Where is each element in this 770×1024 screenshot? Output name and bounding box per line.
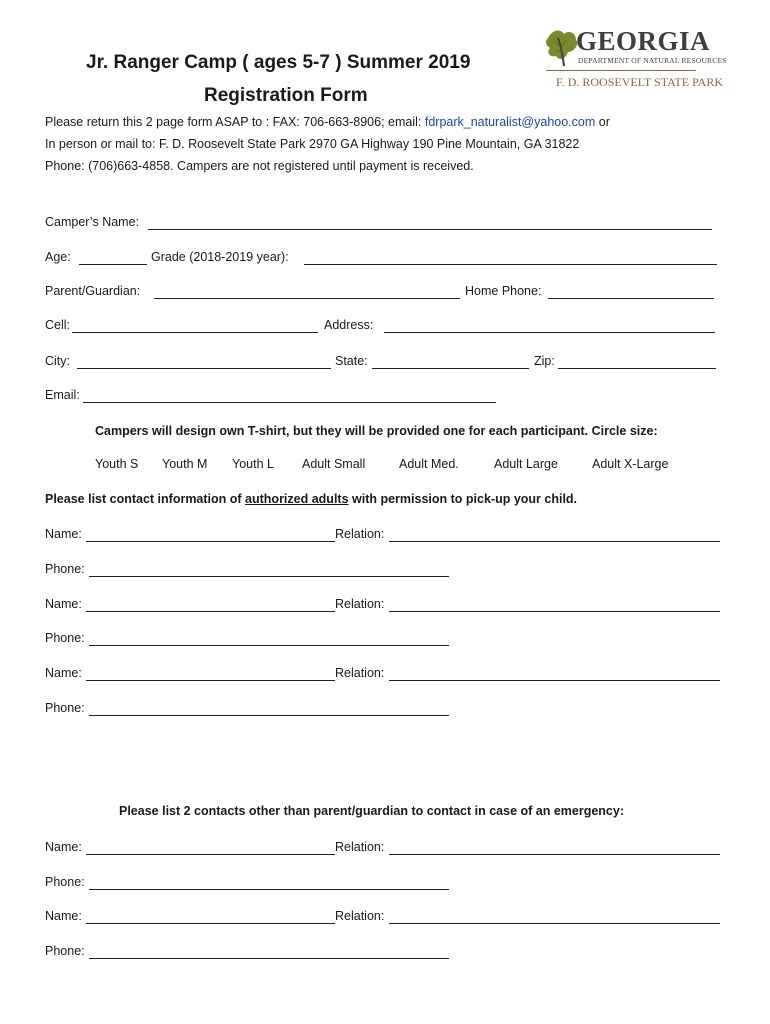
georgia-dnr-logo bbox=[544, 26, 727, 96]
size-option-adult-small[interactable]: Adult Small bbox=[302, 457, 366, 471]
size-option-youth-s[interactable]: Youth S bbox=[95, 457, 139, 471]
pickup-heading-prefix: Please list contact information of bbox=[45, 492, 246, 506]
age-label: Age: bbox=[45, 250, 71, 264]
pickup-3-relation-label: Relation: bbox=[335, 666, 385, 680]
pickup-heading-suffix: with permission to pick-up your child. bbox=[348, 492, 578, 506]
pickup-2-relation-field[interactable] bbox=[389, 611, 720, 612]
state-field[interactable] bbox=[372, 368, 529, 369]
size-option-youth-m[interactable]: Youth M bbox=[162, 457, 208, 471]
pickup-3-relation-field[interactable] bbox=[389, 680, 720, 681]
pickup-3-phone-label: Phone: bbox=[45, 701, 85, 715]
grade-field[interactable] bbox=[304, 264, 717, 265]
cell-field[interactable] bbox=[72, 332, 318, 333]
emergency-2-name-field[interactable] bbox=[86, 923, 335, 924]
logo-divider bbox=[546, 70, 696, 71]
pickup-1-name-label: Name: bbox=[45, 527, 82, 541]
pickup-heading-underlined: authorized adults bbox=[245, 492, 349, 506]
email-link[interactable]: fdrpark_naturalist@yahoo.com bbox=[424, 115, 596, 129]
address-label: Address: bbox=[324, 318, 374, 332]
leaf-icon bbox=[544, 28, 580, 68]
intro-line-3: Phone: (706)663-4858. Campers are not registered until payment is received. bbox=[45, 159, 474, 173]
emergency-1-relation-field[interactable] bbox=[389, 854, 720, 855]
email-field[interactable] bbox=[83, 402, 496, 403]
pickup-1-relation-label: Relation: bbox=[335, 527, 385, 541]
pickup-3-name-field[interactable] bbox=[86, 680, 335, 681]
tshirt-note: Campers will design own T-shirt, but they will be provided one for each participant. Circle size: bbox=[95, 424, 658, 438]
emergency-1-name-field[interactable] bbox=[86, 854, 335, 855]
pickup-1-name-field[interactable] bbox=[86, 541, 335, 542]
pickup-2-name-label: Name: bbox=[45, 597, 82, 611]
size-option-adult-med[interactable]: Adult Med. bbox=[399, 457, 459, 471]
city-field[interactable] bbox=[77, 368, 331, 369]
pickup-2-relation-label: Relation: bbox=[335, 597, 385, 611]
city-label: City: bbox=[45, 354, 70, 368]
logo-park-name: F. D. ROOSEVELT STATE PARK bbox=[556, 75, 724, 89]
pickup-2-phone-field[interactable] bbox=[89, 645, 449, 646]
grade-label: Grade (2018-2019 year): bbox=[151, 250, 289, 264]
emergency-heading: Please list 2 contacts other than parent/guardian to contact in case of an emergency: bbox=[119, 804, 624, 818]
parent-guardian-label: Parent/Guardian: bbox=[45, 284, 141, 298]
emergency-2-relation-label: Relation: bbox=[335, 909, 385, 923]
emergency-1-phone-field[interactable] bbox=[89, 889, 449, 890]
email-label: Email: bbox=[45, 388, 80, 402]
intro-line-1 bbox=[45, 115, 610, 129]
logo-wordmark: GEORGIA bbox=[576, 26, 711, 56]
emergency-2-relation-field[interactable] bbox=[389, 923, 720, 924]
form-title-line1: Jr. Ranger Camp ( ages 5-7 ) Summer 2019 bbox=[86, 52, 471, 73]
home-phone-label: Home Phone: bbox=[465, 284, 542, 298]
pickup-2-phone-label: Phone: bbox=[45, 631, 85, 645]
intro-line-1-prefix: Please return this 2 page form ASAP to : FAX: 706-663-8906; email: bbox=[45, 115, 425, 129]
pickup-3-phone-field[interactable] bbox=[89, 715, 449, 716]
emergency-1-phone-label: Phone: bbox=[45, 875, 85, 889]
intro-line-1-suffix: or bbox=[595, 115, 610, 129]
zip-field[interactable] bbox=[558, 368, 716, 369]
pickup-1-phone-field[interactable] bbox=[89, 576, 449, 577]
age-field[interactable] bbox=[79, 264, 147, 265]
pickup-1-relation-field[interactable] bbox=[389, 541, 720, 542]
emergency-1-name-label: Name: bbox=[45, 840, 82, 854]
size-option-youth-l[interactable]: Youth L bbox=[232, 457, 274, 471]
pickup-1-phone-label: Phone: bbox=[45, 562, 85, 576]
form-title-line2: Registration Form bbox=[204, 85, 368, 106]
camper-name-field[interactable] bbox=[148, 229, 712, 230]
intro-line-2: In person or mail to: F. D. Roosevelt State Park 2970 GA Highway 190 Pine Mountain, GA 31822 bbox=[45, 137, 580, 151]
cell-label: Cell: bbox=[45, 318, 71, 332]
zip-label: Zip: bbox=[534, 354, 555, 368]
pickup-heading bbox=[45, 492, 577, 506]
emergency-2-name-label: Name: bbox=[45, 909, 82, 923]
emergency-2-phone-field[interactable] bbox=[89, 958, 449, 959]
emergency-1-relation-label: Relation: bbox=[335, 840, 385, 854]
parent-guardian-field[interactable] bbox=[154, 298, 460, 299]
logo-department: DEPARTMENT OF NATURAL RESOURCES bbox=[578, 56, 727, 65]
pickup-3-name-label: Name: bbox=[45, 666, 82, 680]
state-label: State: bbox=[335, 354, 368, 368]
address-field[interactable] bbox=[384, 332, 715, 333]
size-option-adult-xlarge[interactable]: Adult X-Large bbox=[592, 457, 669, 471]
camper-name-label: Camper’s Name: bbox=[45, 215, 140, 229]
home-phone-field[interactable] bbox=[548, 298, 714, 299]
emergency-2-phone-label: Phone: bbox=[45, 944, 85, 958]
size-option-adult-large[interactable]: Adult Large bbox=[494, 457, 558, 471]
pickup-2-name-field[interactable] bbox=[86, 611, 335, 612]
